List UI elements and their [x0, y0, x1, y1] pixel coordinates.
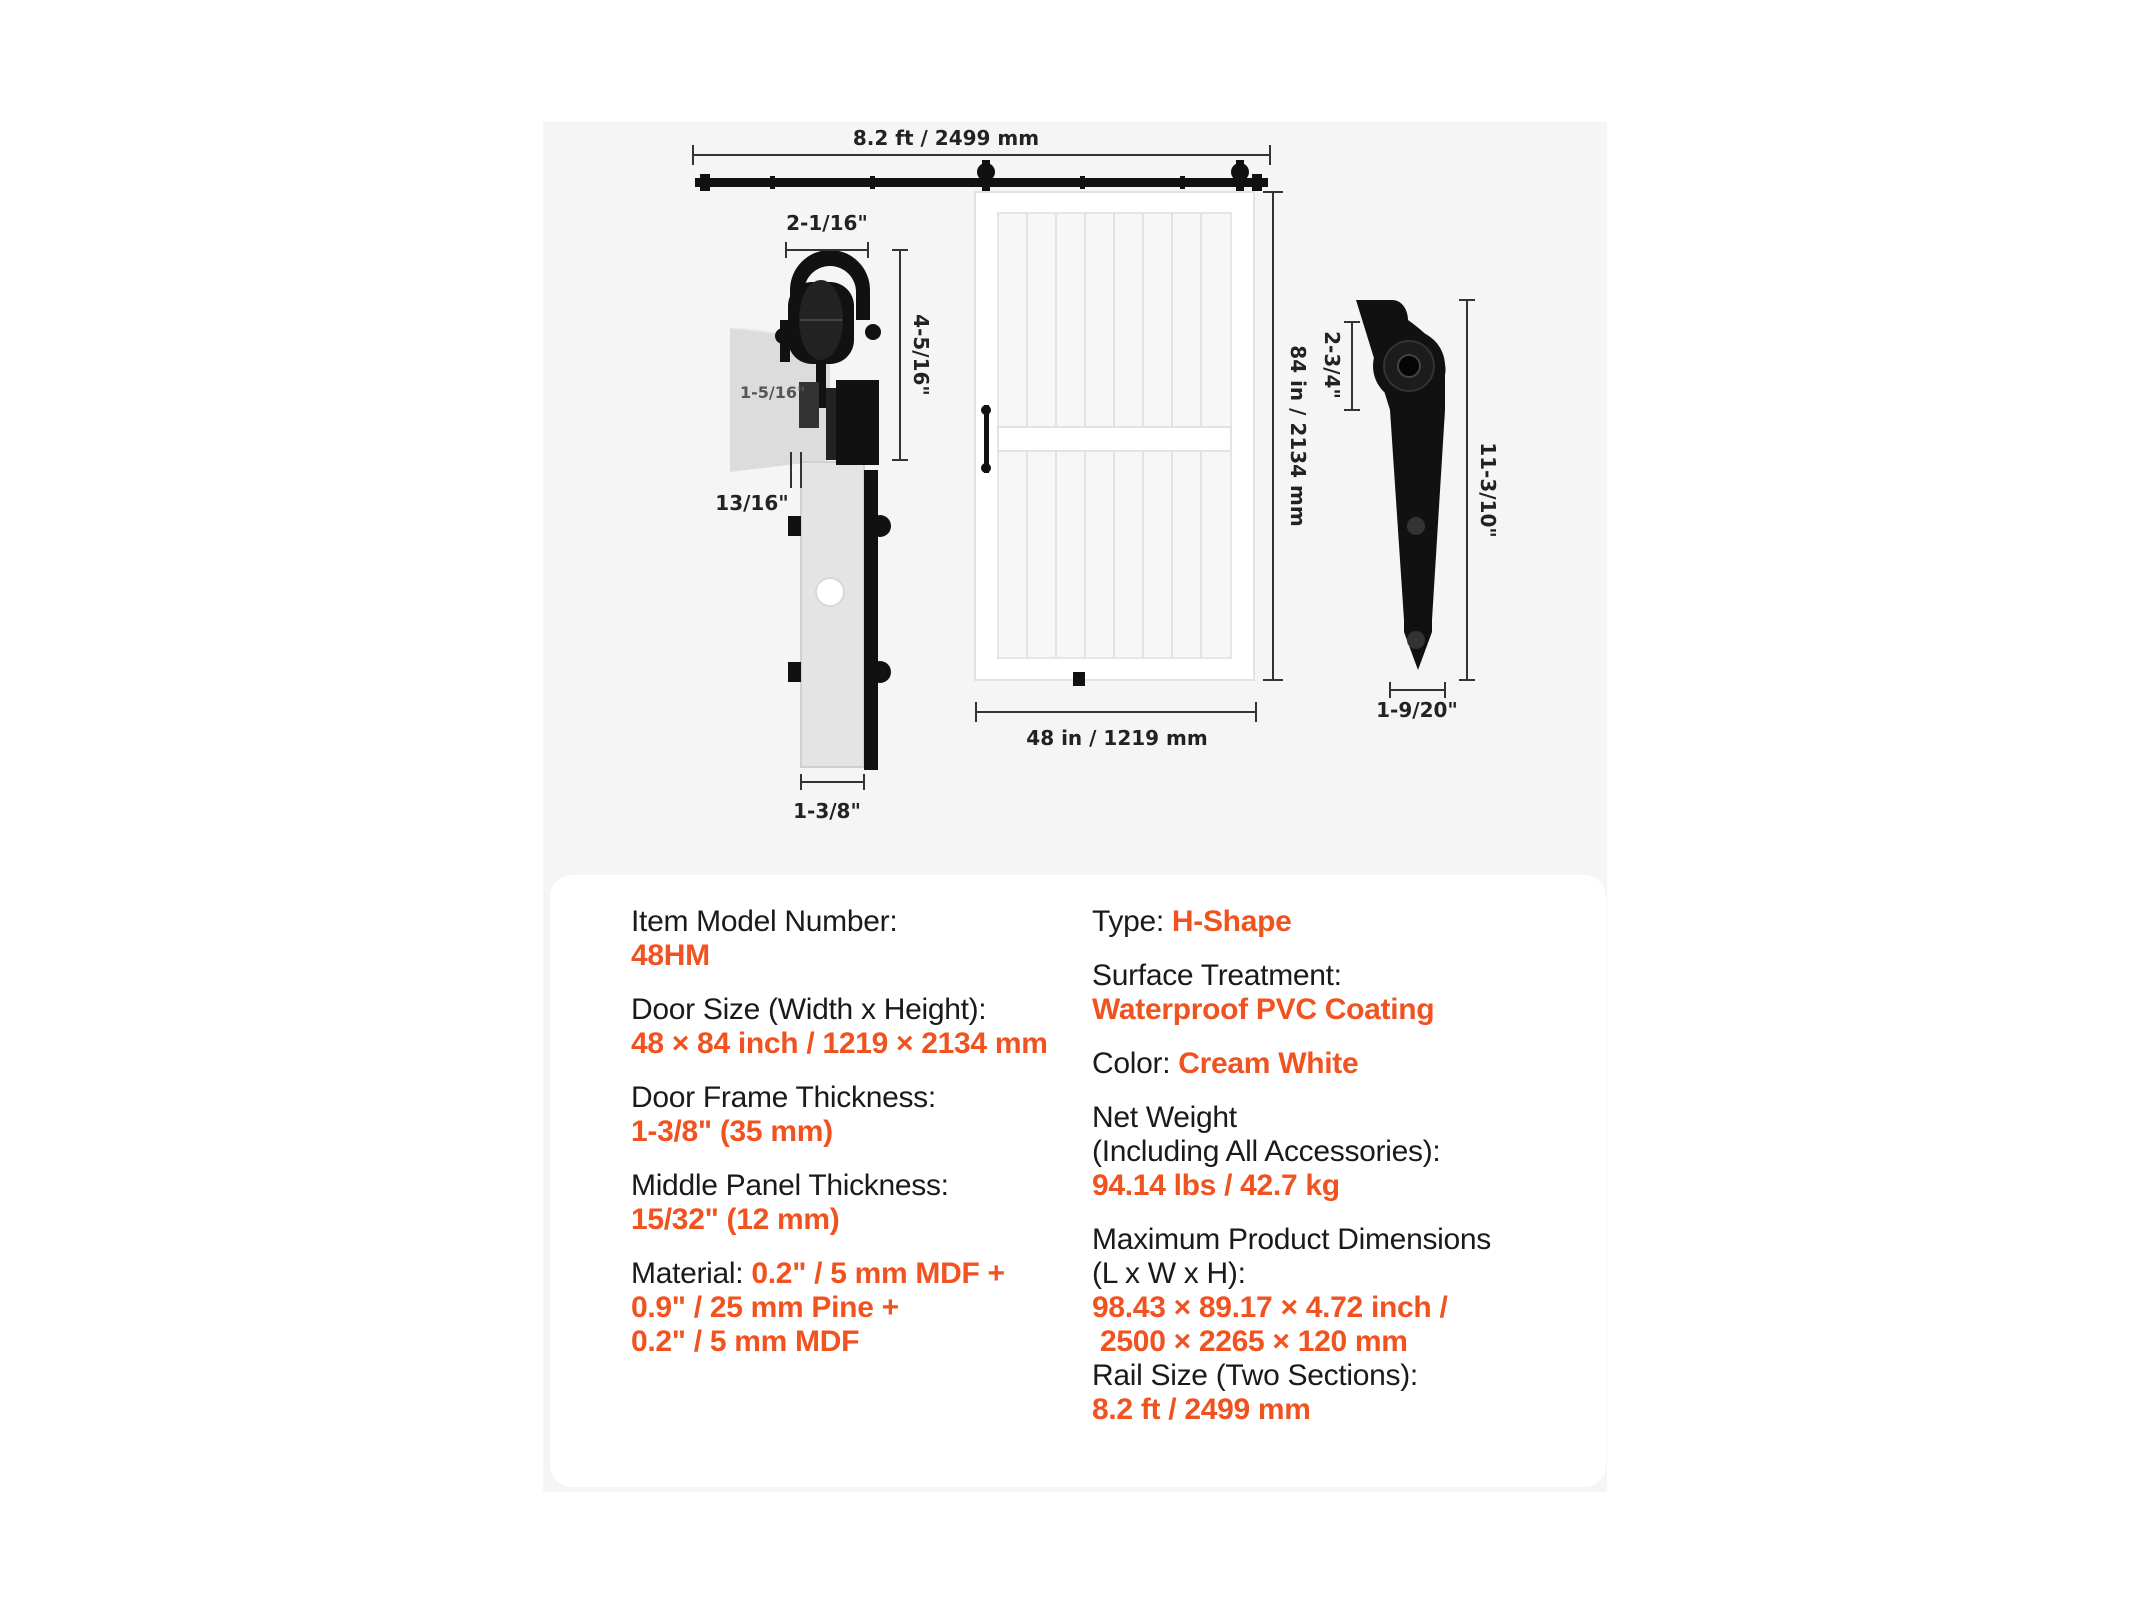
- spec-rail: [1092, 1359, 1572, 1427]
- spec-surface-label: Surface Treatment:: [1092, 959, 1342, 992]
- door-thickness-dimension: [793, 774, 864, 823]
- strap-length-dimension: [1459, 300, 1500, 680]
- spec-color: [1092, 1047, 1572, 1081]
- spec-material-value-2: 0.9" / 25 mm Pine +: [631, 1291, 899, 1324]
- hanger-width-label: 2-1/16": [786, 211, 868, 235]
- hanger-height-dimension: [892, 250, 933, 460]
- strap-length-label: 11-3/10": [1476, 442, 1500, 538]
- spec-type-value: H-Shape: [1171, 905, 1292, 938]
- specs-right-column: [1092, 905, 1572, 1447]
- door-thickness-label: 1-3/8": [793, 799, 861, 823]
- spec-door-size-label: Door Size (Width x Height):: [631, 993, 987, 1026]
- floor-guide: [1073, 672, 1085, 686]
- door-height-dimension: [1263, 192, 1310, 680]
- spec-weight: [1092, 1101, 1572, 1203]
- spec-surface: [1092, 959, 1572, 1027]
- rail-length-label: 8.2 ft / 2499 mm: [852, 126, 1040, 150]
- door-width-dimension: [976, 702, 1256, 750]
- door-width-label: 48 in / 1219 mm: [1026, 726, 1208, 750]
- bracket-offset-label: 13/16": [715, 491, 789, 515]
- hanger-width-dimension: [786, 211, 868, 258]
- spec-type-label: Type:: [1092, 905, 1164, 938]
- spec-frame: [631, 1081, 1071, 1149]
- strap-width-label: 1-9/20": [1376, 698, 1458, 722]
- barn-door: [975, 192, 1254, 680]
- spec-weight-label-1: Net Weight: [1092, 1101, 1237, 1134]
- spec-panel-label: Middle Panel Thickness:: [631, 1169, 949, 1202]
- spec-model: [631, 905, 1071, 973]
- spec-material-value-3: 0.2" / 5 mm MDF: [631, 1325, 860, 1358]
- spec-weight-label-2: (Including All Accessories):: [1092, 1135, 1441, 1168]
- spec-material-label: Material:: [631, 1257, 744, 1290]
- spec-color-value: Cream White: [1178, 1047, 1359, 1080]
- spec-door-size-value: 48 × 84 inch / 1219 × 2134 mm: [631, 1027, 1048, 1060]
- door-height-label: 84 in / 2134 mm: [1286, 345, 1310, 527]
- spec-surface-value: Waterproof PVC Coating: [1092, 993, 1435, 1026]
- door-edge: [801, 462, 864, 767]
- spec-dimensions: [1092, 1223, 1572, 1359]
- spec-dims-value-1: 98.43 × 89.17 × 4.72 inch /: [1092, 1291, 1448, 1324]
- strap-wheel-label: 2-3/4": [1320, 331, 1344, 399]
- strap-width-dimension: [1376, 682, 1458, 722]
- hanger-height-label: 4-5/16": [909, 314, 933, 396]
- specs-left-column: [631, 905, 1071, 1379]
- spec-model-label: Item Model Number:: [631, 905, 898, 938]
- spec-dims-label-1: Maximum Product Dimensions: [1092, 1223, 1491, 1256]
- spec-rail-value: 8.2 ft / 2499 mm: [1092, 1393, 1311, 1426]
- specifications-panel: [550, 875, 1606, 1487]
- spec-color-label: Color:: [1092, 1047, 1171, 1080]
- spec-type: [1092, 905, 1572, 939]
- strap-wheel-dimension: [1320, 322, 1360, 410]
- spacer-depth-label: 1-5/16": [740, 383, 806, 402]
- spec-frame-label: Door Frame Thickness:: [631, 1081, 936, 1114]
- spec-dims-label-2: (L x W x H):: [1092, 1257, 1246, 1290]
- spec-panel-value: 15/32" (12 mm): [631, 1203, 840, 1236]
- hanger-strap: [1356, 300, 1446, 670]
- spec-material-value-1: 0.2" / 5 mm MDF +: [751, 1257, 1005, 1290]
- spec-model-value: 48HM: [631, 939, 710, 972]
- spec-door-size: [631, 993, 1071, 1061]
- spec-weight-value: 94.14 lbs / 42.7 kg: [1092, 1169, 1340, 1202]
- spec-rail-label: Rail Size (Two Sections):: [1092, 1359, 1418, 1392]
- spec-material: [631, 1257, 1071, 1359]
- spec-panel: [631, 1169, 1071, 1237]
- spec-frame-value: 1-3/8" (35 mm): [631, 1115, 833, 1148]
- spec-dims-value-2: 2500 × 2265 × 120 mm: [1092, 1325, 1408, 1358]
- rail-dimension: [693, 126, 1270, 165]
